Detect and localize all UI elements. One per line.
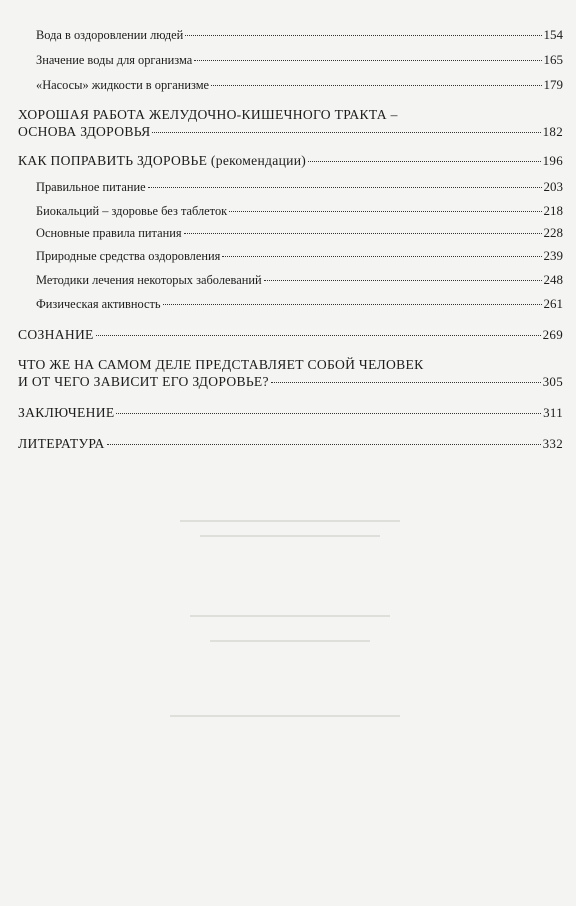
dot-leader [264, 280, 542, 281]
toc-entry-chapter [18, 106, 563, 140]
dot-leader [308, 161, 540, 162]
toc-entry-chapter [18, 435, 563, 452]
dot-leader [107, 444, 541, 445]
toc-entry [36, 247, 563, 265]
dot-leader [116, 413, 541, 414]
toc-entry-page: 305 [542, 374, 563, 389]
dot-leader [271, 382, 541, 383]
toc-entry-page: 203 [543, 179, 563, 194]
toc-entry-title: Основные правила питания [36, 226, 182, 240]
bleed-through-mark [170, 715, 400, 717]
toc-entry [36, 271, 563, 289]
toc-entry [36, 202, 563, 220]
toc-entry [36, 295, 563, 313]
toc-entry-title: ЛИТЕРАТУРА [18, 436, 105, 451]
bleed-through-mark [190, 615, 390, 617]
toc-entry [36, 26, 563, 44]
dot-leader [211, 85, 541, 86]
toc-entry-title: Правильное питание [36, 180, 146, 194]
toc-entry-page: 196 [542, 153, 563, 168]
toc-entry [36, 224, 563, 242]
toc-entry [36, 178, 563, 196]
toc-entry-title: Вода в оздоровлении людей [36, 28, 184, 42]
toc-entry-page: 248 [543, 272, 563, 287]
toc-entry-page: 228 [543, 225, 563, 240]
toc-entry-title-line2: И ОТ ЧЕГО ЗАВИСИТ ЕГО ЗДОРОВЬЕ? [18, 374, 269, 389]
toc-entry [36, 76, 563, 94]
toc-entry-title: Природные средства оздоровления [36, 249, 221, 263]
toc-entry-page: 165 [543, 52, 563, 67]
toc-entry-page: 239 [543, 248, 563, 263]
toc-entry-title-line1: ЧТО ЖЕ НА САМОМ ДЕЛЕ ПРЕДСТАВЛЯЕТ СОБОЙ ЧЕЛОВЕК [18, 357, 424, 372]
toc-entry [36, 51, 563, 69]
toc-entry-title: ЗАКЛЮЧЕНИЕ [18, 405, 115, 420]
toc-entry-chapter [18, 326, 563, 343]
toc-entry-page: 182 [542, 124, 563, 139]
toc-entry-title: Биокальций – здоровье без таблеток [36, 204, 228, 218]
toc-entry-page: 154 [543, 27, 563, 42]
dot-leader [194, 60, 541, 61]
toc-entry-title: Методики лечения некоторых заболеваний [36, 273, 262, 287]
dot-leader [184, 233, 542, 234]
toc-entry-page: 311 [543, 405, 563, 420]
toc-entry-title: Значение воды для организма [36, 53, 193, 67]
toc-entry-page: 332 [542, 436, 563, 451]
toc-entry-title-line1: ХОРОШАЯ РАБОТА ЖЕЛУДОЧНО-КИШЕЧНОГО ТРАКТА – [18, 107, 398, 122]
dot-leader [163, 304, 542, 305]
toc-entry-chapter [18, 152, 563, 169]
toc-entry-page: 261 [543, 296, 563, 311]
dot-leader [148, 187, 542, 188]
toc-entry-title: «Насосы» жидкости в организме [36, 78, 210, 92]
toc-entry-title-line2: ОСНОВА ЗДОРОВЬЯ [18, 124, 151, 139]
dot-leader [152, 132, 540, 133]
dot-leader [229, 211, 541, 212]
dot-leader [96, 335, 541, 336]
toc-entry-title: СОЗНАНИЕ [18, 327, 94, 342]
toc-entry-title: КАК ПОПРАВИТЬ ЗДОРОВЬЕ (рекомендации) [18, 153, 307, 168]
bleed-through-mark [180, 520, 400, 522]
toc-entry-page: 269 [542, 327, 563, 342]
toc-entry-chapter [18, 356, 563, 390]
dot-leader [222, 256, 541, 257]
dot-leader [185, 35, 541, 36]
toc-entry-page: 179 [543, 77, 563, 92]
toc-entry-chapter [18, 404, 563, 421]
toc-entry-title: Физическая активность [36, 297, 161, 311]
toc-entry-page: 218 [543, 203, 563, 218]
bleed-through-mark [200, 535, 380, 537]
bleed-through-mark [210, 640, 370, 642]
